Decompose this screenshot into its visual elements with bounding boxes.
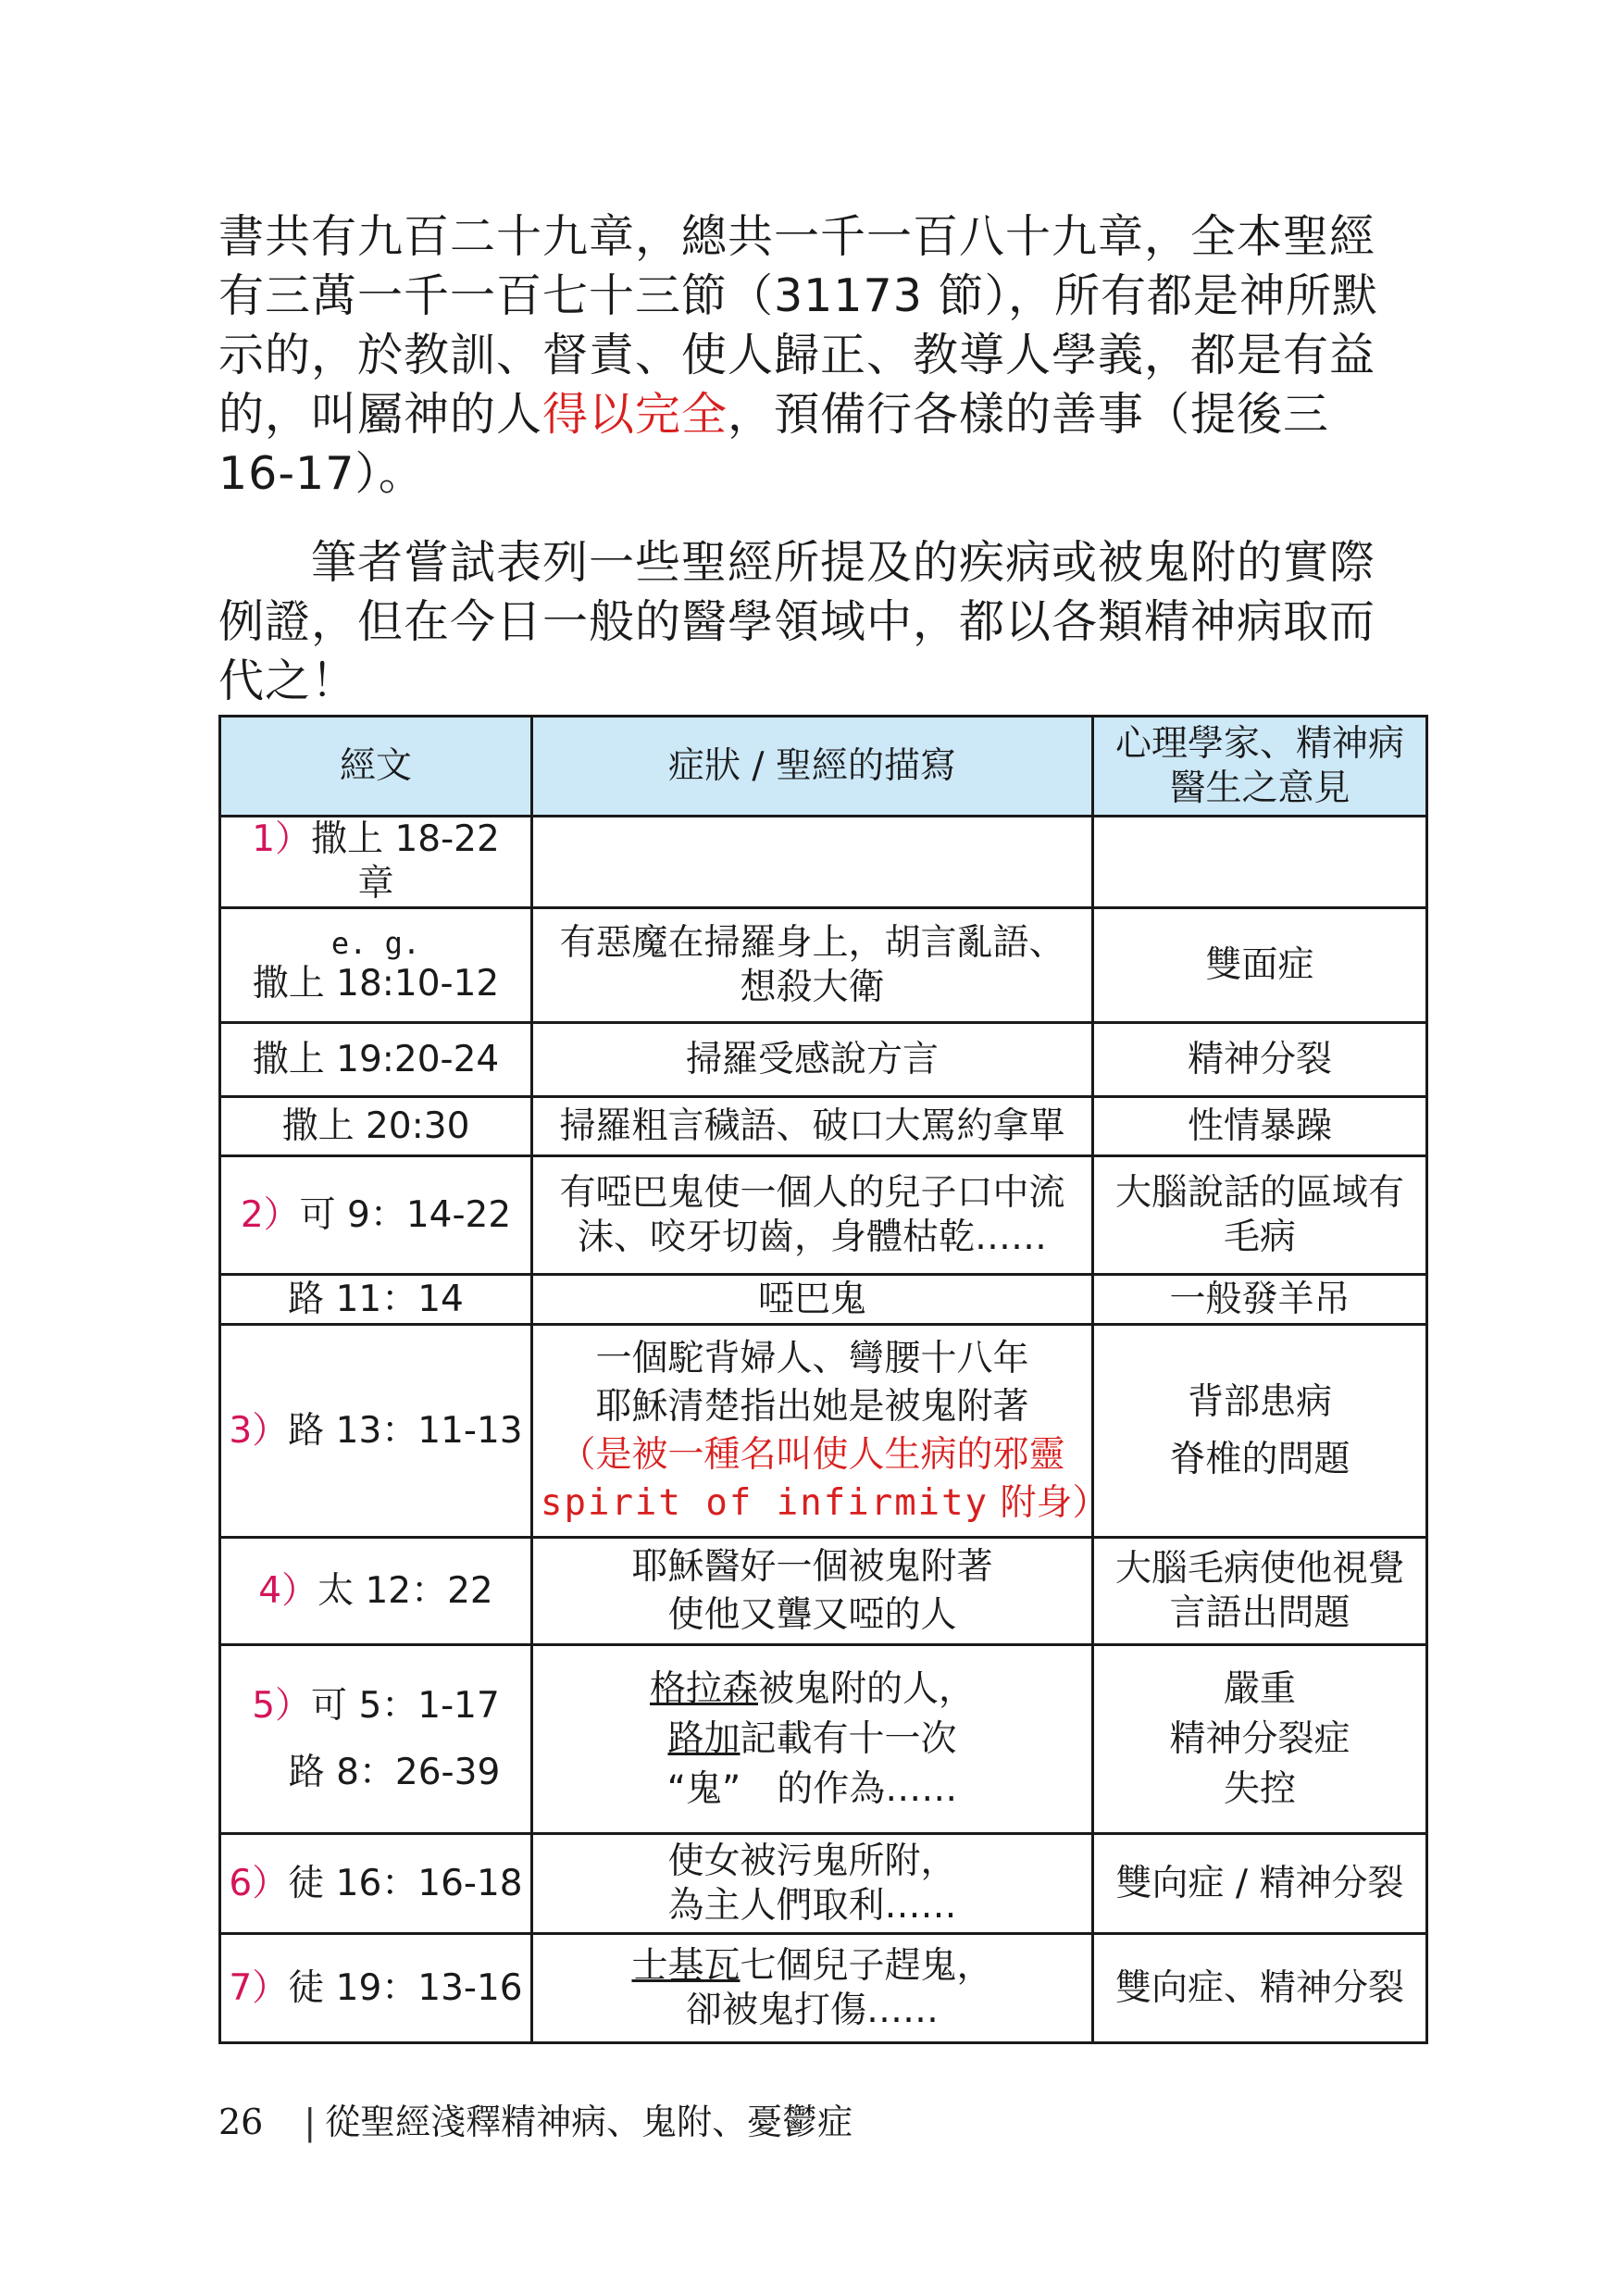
opinion-line: 毛病 [1223, 1216, 1296, 1258]
page-number: 26 [218, 2102, 264, 2142]
table-row [220, 817, 1427, 908]
text-line: 例證，但在今日一般的醫學領域中，都以各類精神病取而 [218, 595, 1376, 648]
row-number: 7） [229, 1966, 289, 2009]
opinion-line: 大腦說話的區域有 [1114, 1171, 1404, 1214]
intro-paragraph [218, 207, 1422, 504]
table-row [220, 1645, 1427, 1834]
opinion-cell [1093, 1645, 1427, 1834]
symptom-cell [532, 1645, 1093, 1834]
symptom-cell: 掃羅受感說方言 [532, 1023, 1093, 1097]
scripture-cell [220, 1538, 532, 1645]
text-line: 示的，於教訓、督責、使人歸正、教導人學義，都是有益 [218, 329, 1376, 381]
text-line [218, 385, 1422, 444]
header-opinion [1093, 717, 1427, 817]
table-header-row [220, 717, 1427, 817]
opinion-cell [1093, 817, 1427, 908]
table-row [220, 1156, 1427, 1275]
scripture-cell: 撒上 20:30 [220, 1097, 532, 1156]
eg-label: e. g. [330, 925, 421, 961]
text-line: 書共有九百二十九章，總共一千一百八十九章，全本聖經 [218, 210, 1376, 263]
opinion-cell: 雙面症 [1093, 908, 1427, 1023]
row-number: 1） [252, 818, 312, 860]
symptom-cell [532, 1097, 1093, 1156]
text-line: 代之！ [218, 655, 358, 707]
table-row [220, 1834, 1427, 1934]
header-opinion-line: 心理學家、精神病 [1114, 722, 1404, 765]
table-row [220, 908, 1427, 1023]
symptom-note-line [541, 1479, 1109, 1528]
header-symptoms: 症狀 / 聖經的描寫 [532, 717, 1093, 817]
scripture-cell [220, 1934, 532, 2043]
symptom-line: 耶穌清楚指出她是被鬼附著 [595, 1385, 1029, 1428]
opinion-cell: 雙向症 / 精神分裂 [1093, 1834, 1427, 1934]
table-row [220, 1097, 1427, 1156]
scripture-ref: 路 13：11-13 [288, 1409, 523, 1452]
opinion-line: 言語出問題 [1169, 1591, 1350, 1634]
opinion-cell: 性情暴躁 [1093, 1097, 1427, 1156]
spacer [229, 1728, 523, 1751]
scripture-ref: 撒上 18:10-12 [252, 962, 500, 1004]
symptom-cell: 啞巴鬼 [532, 1275, 1093, 1325]
person-name: 士基瓦 [631, 1944, 741, 1987]
scripture-ref-line [229, 1684, 523, 1728]
symptom-line: 一個駝背婦人、彎腰十八年 [595, 1337, 1029, 1379]
scripture-cell [220, 1325, 532, 1538]
symptom-line: 想殺大衛 [740, 966, 885, 1008]
symptom-line: 掃羅粗言穢語、破口大罵約拿單 [559, 1104, 1065, 1147]
text-line: 有三萬一千一百七十三節（31173 節），所有都是神所默 [218, 269, 1378, 322]
scripture-cell [220, 817, 532, 908]
symptom-note-line: （是被一種名叫使人生病的邪靈 [559, 1433, 1065, 1476]
scripture-ref: 徒 16：16-18 [288, 1862, 523, 1904]
symptom-line: 為主人們取利…… [667, 1884, 957, 1927]
row-number: 5） [252, 1684, 312, 1727]
scripture-ref: 太 12：22 [317, 1569, 493, 1612]
symptoms-table [218, 715, 1428, 2044]
symptom-line [541, 1665, 1084, 1715]
symptom-line: “鬼” 的作為…… [666, 1767, 958, 1810]
scripture-ref: 撒上 18-22 章 [311, 818, 500, 905]
scripture-ref: 路 8：26-39 [288, 1751, 501, 1793]
header-scripture: 經文 [220, 717, 532, 817]
opinion-cell: 精神分裂 [1093, 1023, 1427, 1097]
opinion-line: 嚴重 [1223, 1667, 1296, 1710]
text-line: 16-17）。 [218, 447, 425, 500]
opinion-line: 大腦毛病使他視覺 [1114, 1547, 1404, 1590]
scripture-cell [220, 1156, 532, 1275]
symptom-line: 有惡魔在掃羅身上，胡言亂語、 [559, 921, 1065, 964]
opinion-line: 失控 [1223, 1767, 1296, 1810]
opinion-cell [1093, 1156, 1427, 1275]
symptom-cell [532, 1834, 1093, 1934]
scripture-cell [220, 908, 532, 1023]
symptom-cell [532, 817, 1093, 908]
table-row [220, 1538, 1427, 1645]
table-row [220, 1325, 1427, 1538]
table-row [220, 1023, 1427, 1097]
row-number: 6） [229, 1862, 289, 1904]
second-paragraph [218, 533, 1422, 711]
symptom-cell [532, 1325, 1109, 1538]
symptom-text: 七個兒子趕鬼， [740, 1944, 993, 1987]
footer-separator: | [304, 2102, 317, 2142]
symptom-line [541, 1715, 1084, 1765]
table-row [220, 1934, 1427, 2043]
symptom-line: 有啞巴鬼使一個人的兒子口中流 [559, 1171, 1065, 1214]
symptom-line: 使他又聾又啞的人 [667, 1593, 957, 1636]
text-line: 筆者嘗試表列一些聖經所提及的疾病或被鬼附的實際 [311, 536, 1376, 589]
table-row [220, 1275, 1427, 1325]
scripture-ref: 可 5：1-17 [311, 1684, 500, 1727]
symptom-line: 卻被鬼打傷…… [685, 1989, 939, 2031]
header-opinion-line: 醫生之意見 [1169, 767, 1350, 809]
opinion-cell [1093, 1325, 1427, 1538]
text-segment: ，預備行各樣的善事（提後三 [728, 388, 1330, 441]
row-number: 4） [258, 1569, 318, 1612]
text-segment: 的，叫屬神的人 [218, 388, 543, 441]
scripture-ref: 可 9：14-22 [299, 1193, 512, 1236]
symptom-text: 記載有十一次 [740, 1717, 957, 1760]
opinion-line: 背部患病 [1187, 1380, 1332, 1423]
scripture-cell [220, 1645, 532, 1834]
highlighted-text: 得以完全 [542, 388, 728, 441]
row-number: 2） [240, 1193, 300, 1236]
opinion-cell: 一般發羊吊 [1093, 1275, 1427, 1325]
scripture-cell: 路 11：14 [220, 1275, 532, 1325]
page-footer [218, 2100, 853, 2144]
opinion-cell: 雙向症、精神分裂 [1093, 1934, 1427, 2043]
place-name: 格拉森 [649, 1667, 758, 1710]
book-name: 路加 [667, 1717, 741, 1760]
symptom-text: 被鬼附的人， [758, 1667, 976, 1710]
english-term: spirit of infirmity [541, 1481, 989, 1524]
symptom-line: 耶穌醫好一個被鬼附著 [631, 1545, 993, 1588]
book-title: 從聖經淺釋精神病、鬼附、憂鬱症 [325, 2102, 853, 2142]
scripture-ref: 徒 19：13-16 [288, 1966, 523, 2009]
opinion-line: 精神分裂症 [1169, 1717, 1350, 1760]
symptom-line [541, 1944, 1084, 1989]
symptom-cell [532, 1934, 1093, 2043]
row-number: 3） [229, 1409, 289, 1452]
symptom-note-text: 附身） [989, 1481, 1109, 1524]
symptom-cell [532, 908, 1093, 1023]
opinion-cell [1093, 1538, 1427, 1645]
opinion-line: 脊椎的問題 [1169, 1438, 1350, 1480]
symptom-line: 使女被污鬼所附， [667, 1840, 957, 1882]
symptom-cell [532, 1156, 1093, 1275]
scripture-cell: 撒上 19:20-24 [220, 1023, 532, 1097]
scripture-cell [220, 1834, 532, 1934]
symptom-line: 沫、咬牙切齒，身體枯乾…… [577, 1216, 1047, 1258]
symptom-cell [532, 1538, 1093, 1645]
